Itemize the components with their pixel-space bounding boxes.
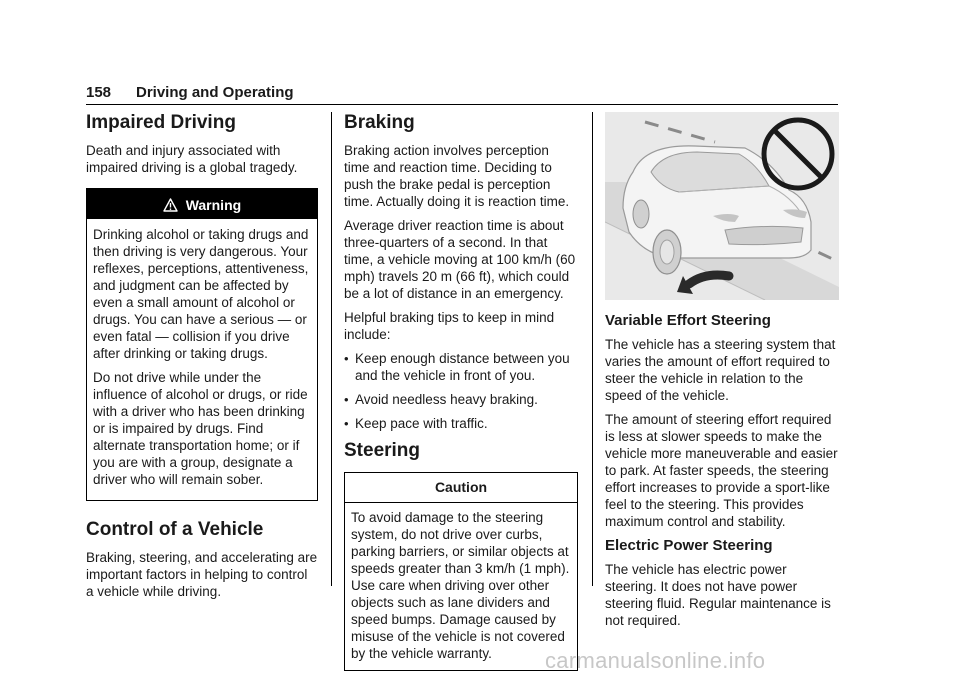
steering-heading: Steering [344,440,421,461]
warning-header [87,189,317,219]
car-curb-illustration [605,112,839,300]
warning-box [86,188,318,501]
variable-effort-text-1: The vehicle has a steering system that varies the amount of effort required to steer the vehicle in relation to the speed of the vehicle. [605,337,836,403]
variable-effort-text-2: The amount of steering effort required is less at slower speeds to make the vehicle more maneuverable and easier to park. At faster speeds, the steering effort increases to provide a sport-like feel to the steering. This provides maximum control and stability. [605,412,838,529]
list-item: • Keep enough distance between you and the vehicle in front of you. [344,350,578,384]
watermark: carmanualsonline.info [545,648,766,673]
caution-text: To avoid damage to the steering system, do not drive over curbs, parking barriers, or similar objects at speeds greater than 3 km/h (1 mph). Use care when driving over other objects such as lane dividers and speed bumps. Damage caused by misuse of the vehicle is not covered by the vehicle warranty. [351,510,570,661]
braking-tips-list [344,350,578,432]
section-title: Driving and Operating [136,84,294,101]
control-text: Braking, steering, and accelerating are important factors in helping to control a vehicle while driving. [86,550,318,599]
page-header [86,84,838,105]
braking-text-2: Average driver reaction time is about three-quarters of a second. In that time, a vehicle moving at 100 km/h (60 mph) travels 20 m (66 ft), which could be a lot of distance in an emergency. [344,218,576,301]
warning-label: Warning [185,197,242,213]
braking-heading: Braking [344,112,415,133]
warning-icon [163,197,186,213]
column-left [86,112,318,607]
caution-label: Caution [345,473,577,503]
column-middle [344,112,578,671]
column-right [605,112,839,636]
impaired-driving-intro: Death and injury associated with impaired driving is a global tragedy. [86,143,298,175]
column-divider [592,112,593,586]
column-divider [331,112,332,586]
list-item: • Keep pace with traffic. [344,415,578,432]
impaired-driving-heading: Impaired Driving [86,112,236,133]
control-heading: Control of a Vehicle [86,519,264,540]
variable-effort-heading: Variable Effort Steering [605,312,771,329]
warning-text-2: Do not drive while under the influence of alcohol or drugs, or ride with a driver who has been drinking or is impaired by drugs. Find alternate transportation home; or if you are with a group, designate a driver who will remain sober. [93,370,308,487]
braking-tips-intro: Helpful braking tips to keep in mind include: [344,310,555,342]
braking-text-1: Braking action involves perception time and reaction time. Deciding to push the brake pedal is perception time. Actually doing it is reaction time. [344,143,570,209]
warning-text-1: Drinking alcohol or taking drugs and then driving is very dangerous. Your reflexes, perceptions, attentiveness, and judgment can be affected by even a small amount of alcohol or drugs. You can have a serious — or even fatal — collision if you drive after drinking or taking drugs. [93,227,309,361]
electric-power-heading: Electric Power Steering [605,537,773,554]
page-number: 158 [86,84,112,101]
caution-box [344,472,578,671]
list-item: • Avoid needless heavy braking. [344,391,578,408]
electric-power-text: The vehicle has electric power steering. It does not have power steering fluid. Regular maintenance is not required. [605,562,831,628]
